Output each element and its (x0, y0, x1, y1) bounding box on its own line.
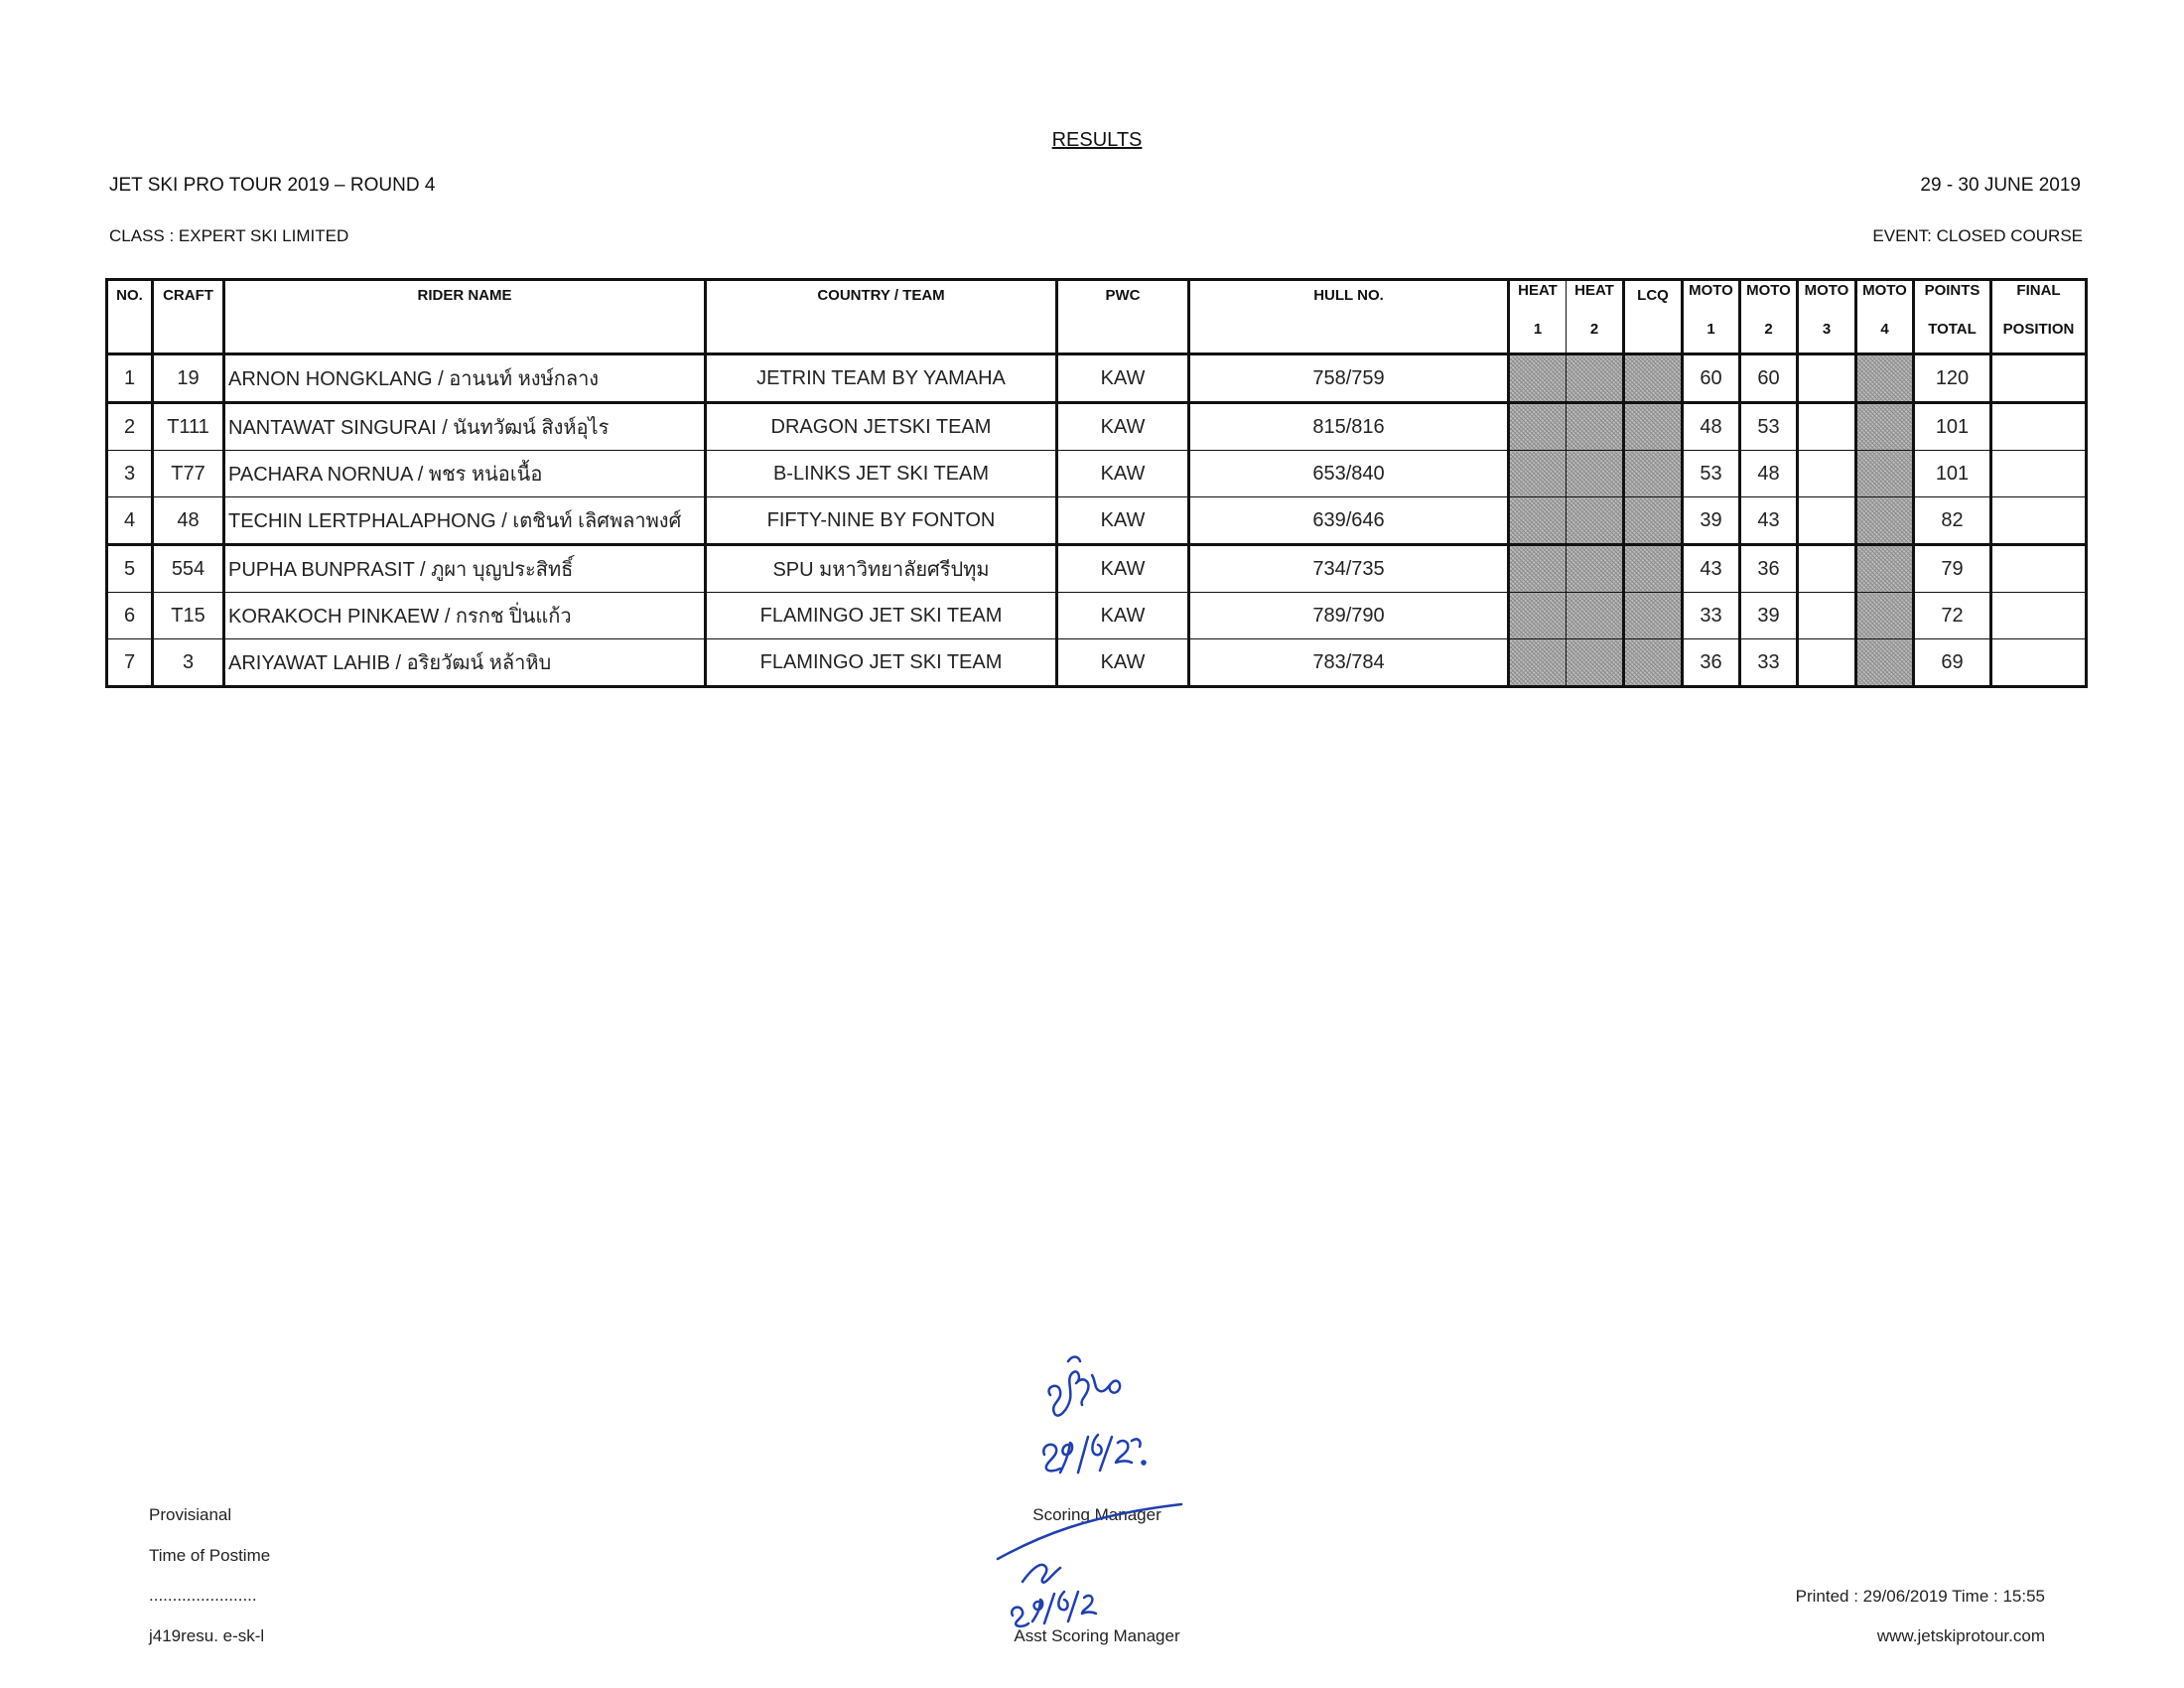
final-position-cell (1991, 545, 2087, 593)
results-table (105, 278, 2088, 688)
heat2-cell (1567, 593, 1624, 639)
craft-cell: T77 (153, 451, 224, 497)
hull-cell: 639/646 (1189, 497, 1509, 545)
table-row (107, 497, 2087, 545)
heat1-cell (1509, 593, 1567, 639)
moto2-cell: 48 (1740, 451, 1798, 497)
pwc-cell: KAW (1057, 497, 1189, 545)
points-total-cell: 82 (1914, 497, 1991, 545)
column-header (107, 280, 153, 354)
moto2-cell: 43 (1740, 497, 1798, 545)
column-header (706, 280, 1057, 354)
event-dates: 29 - 30 JUNE 2019 (1920, 175, 2081, 196)
heat1-cell (1509, 639, 1567, 687)
heat1-cell (1509, 497, 1567, 545)
moto4-cell (1856, 451, 1914, 497)
column-header (1856, 280, 1914, 354)
moto2-cell: 53 (1740, 403, 1798, 451)
column-header-sublabel: POSITION (2002, 321, 2075, 338)
column-header-label: LCQ (1637, 287, 1669, 304)
moto1-cell: 39 (1683, 497, 1740, 545)
event-name: JET SKI PRO TOUR 2019 – ROUND 4 (109, 175, 436, 196)
rider-name-cell: ARIYAWAT LAHIB / อริยวัฒน์ หล้าหิบ (224, 639, 706, 687)
column-header-sublabel: 4 (1880, 321, 1889, 338)
column-header-label: HEAT (1518, 282, 1558, 299)
column-header-label: MOTO (1862, 282, 1907, 299)
team-cell: DRAGON JETSKI TEAM (706, 403, 1057, 451)
column-header-label: HULL NO. (1313, 287, 1384, 304)
postime-blank: ....................... (149, 1586, 257, 1605)
column-header (1740, 280, 1798, 354)
lcq-cell (1624, 497, 1683, 545)
table-row (107, 354, 2087, 403)
pwc-cell: KAW (1057, 593, 1189, 639)
heat2-cell (1567, 451, 1624, 497)
table-row (107, 593, 2087, 639)
no-cell: 3 (107, 451, 153, 497)
hull-cell: 789/790 (1189, 593, 1509, 639)
column-header-label: MOTO (1804, 282, 1849, 299)
column-header-sublabel: 2 (1764, 321, 1773, 338)
moto4-cell (1856, 354, 1914, 403)
scoring-manager-label: Scoring Manager (1032, 1505, 1161, 1524)
class-label: CLASS : EXPERT SKI LIMITED (109, 226, 349, 245)
column-header-label: HEAT (1574, 282, 1614, 299)
rider-name-cell: ARNON HONGKLANG / อานนท์ หงษ์กลาง (224, 354, 706, 403)
heat2-cell (1567, 354, 1624, 403)
page-title: RESULTS (1051, 129, 1143, 151)
lcq-cell (1624, 639, 1683, 687)
asst-scoring-manager-signature (993, 1494, 1191, 1628)
moto1-cell: 43 (1683, 545, 1740, 593)
points-total-cell: 101 (1914, 451, 1991, 497)
column-header (1991, 280, 2087, 354)
table-row (107, 403, 2087, 451)
column-header (1189, 280, 1509, 354)
column-header-label: FINAL (2016, 282, 2061, 299)
heat2-cell (1567, 403, 1624, 451)
pwc-cell: KAW (1057, 451, 1189, 497)
moto4-cell (1856, 639, 1914, 687)
column-header (1914, 280, 1991, 354)
moto2-cell: 60 (1740, 354, 1798, 403)
column-header (153, 280, 224, 354)
lcq-cell (1624, 451, 1683, 497)
moto2-cell: 39 (1740, 593, 1798, 639)
column-header (1057, 280, 1189, 354)
heat1-cell (1509, 451, 1567, 497)
column-header-label: MOTO (1746, 282, 1791, 299)
moto1-cell: 33 (1683, 593, 1740, 639)
moto2-cell: 36 (1740, 545, 1798, 593)
moto4-cell (1856, 497, 1914, 545)
rider-name-cell: PUPHA BUNPRASIT / ภูผา บุญประสิทธิ์ (224, 545, 706, 593)
points-total-cell: 72 (1914, 593, 1991, 639)
rider-name-cell: KORAKOCH PINKAEW / กรกช ปิ่นแก้ว (224, 593, 706, 639)
asst-scoring-manager-label: Asst Scoring Manager (1014, 1626, 1180, 1645)
moto3-cell (1798, 639, 1856, 687)
column-header-sublabel: 2 (1589, 321, 1599, 338)
moto3-cell (1798, 403, 1856, 451)
table-row (107, 451, 2087, 497)
points-total-cell: 101 (1914, 403, 1991, 451)
no-cell: 5 (107, 545, 153, 593)
column-header (224, 280, 706, 354)
lcq-cell (1624, 403, 1683, 451)
column-header-label: PWC (1105, 287, 1141, 304)
column-header-label: NO. (116, 287, 143, 304)
moto3-cell (1798, 545, 1856, 593)
table-row (107, 639, 2087, 687)
team-cell: FIFTY-NINE BY FONTON (706, 497, 1057, 545)
points-total-cell: 120 (1914, 354, 1991, 403)
moto1-cell: 48 (1683, 403, 1740, 451)
team-cell: JETRIN TEAM BY YAMAHA (706, 354, 1057, 403)
rider-name-cell: TECHIN LERTPHALAPHONG / เตชินท์ เลิศพลาพงศ์ (224, 497, 706, 545)
moto3-cell (1798, 354, 1856, 403)
event-type: EVENT: CLOSED COURSE (1872, 226, 2083, 245)
column-header-label: CRAFT (163, 287, 213, 304)
moto4-cell (1856, 403, 1914, 451)
points-total-cell: 69 (1914, 639, 1991, 687)
final-position-cell (1991, 451, 2087, 497)
craft-cell: 3 (153, 639, 224, 687)
no-cell: 2 (107, 403, 153, 451)
hull-cell: 653/840 (1189, 451, 1509, 497)
heat1-cell (1509, 545, 1567, 593)
hull-cell: 758/759 (1189, 354, 1509, 403)
moto1-cell: 60 (1683, 354, 1740, 403)
website: www.jetskiprotour.com (1876, 1626, 2045, 1645)
hull-cell: 815/816 (1189, 403, 1509, 451)
lcq-cell (1624, 593, 1683, 639)
final-position-cell (1991, 403, 2087, 451)
time-of-postime-label: Time of Postime (149, 1546, 271, 1565)
hull-cell: 783/784 (1189, 639, 1509, 687)
no-cell: 6 (107, 593, 153, 639)
heat2-cell (1567, 497, 1624, 545)
rider-name-cell: PACHARA NORNUA / พชร หน่อเนื้อ (224, 451, 706, 497)
heat1-cell (1509, 403, 1567, 451)
column-header-label: POINTS (1924, 282, 1980, 299)
scoring-manager-signature (1032, 1345, 1171, 1494)
final-position-cell (1991, 593, 2087, 639)
column-header-label: RIDER NAME (417, 287, 512, 304)
team-cell: FLAMINGO JET SKI TEAM (706, 639, 1057, 687)
moto3-cell (1798, 497, 1856, 545)
pwc-cell: KAW (1057, 545, 1189, 593)
column-header-sublabel: 1 (1706, 321, 1715, 338)
heat2-cell (1567, 545, 1624, 593)
moto4-cell (1856, 545, 1914, 593)
column-header (1567, 280, 1624, 354)
column-header (1683, 280, 1740, 354)
heat1-cell (1509, 354, 1567, 403)
column-header (1798, 280, 1856, 354)
pwc-cell: KAW (1057, 403, 1189, 451)
file-code: j419resu. e-sk-l (149, 1626, 265, 1645)
moto4-cell (1856, 593, 1914, 639)
column-header-label: COUNTRY / TEAM (817, 287, 945, 304)
pwc-cell: KAW (1057, 639, 1189, 687)
final-position-cell (1991, 497, 2087, 545)
column-header-sublabel: 1 (1533, 321, 1543, 338)
moto2-cell: 33 (1740, 639, 1798, 687)
column-header-sublabel: TOTAL (1928, 321, 1977, 338)
final-position-cell (1991, 354, 2087, 403)
lcq-cell (1624, 354, 1683, 403)
moto1-cell: 53 (1683, 451, 1740, 497)
provisional-label: Provisianal (149, 1505, 232, 1524)
pwc-cell: KAW (1057, 354, 1189, 403)
no-cell: 7 (107, 639, 153, 687)
craft-cell: 554 (153, 545, 224, 593)
points-total-cell: 79 (1914, 545, 1991, 593)
moto3-cell (1798, 451, 1856, 497)
lcq-cell (1624, 545, 1683, 593)
craft-cell: 48 (153, 497, 224, 545)
column-header (1624, 280, 1683, 354)
team-cell: FLAMINGO JET SKI TEAM (706, 593, 1057, 639)
table-header-row (107, 280, 2087, 354)
heat2-cell (1567, 639, 1624, 687)
column-header-label: MOTO (1689, 282, 1733, 299)
moto1-cell: 36 (1683, 639, 1740, 687)
column-header-sublabel: 3 (1822, 321, 1832, 338)
hull-cell: 734/735 (1189, 545, 1509, 593)
column-header (1509, 280, 1567, 354)
craft-cell: 19 (153, 354, 224, 403)
team-cell: SPU มหาวิทยาลัยศรีปทุม (706, 545, 1057, 593)
printed-timestamp: Printed : 29/06/2019 Time : 15:55 (1795, 1587, 2045, 1606)
rider-name-cell: NANTAWAT SINGURAI / นันทวัฒน์ สิงห์อุไร (224, 403, 706, 451)
no-cell: 1 (107, 354, 153, 403)
no-cell: 4 (107, 497, 153, 545)
craft-cell: T15 (153, 593, 224, 639)
table-row (107, 545, 2087, 593)
craft-cell: T111 (153, 403, 224, 451)
final-position-cell (1991, 639, 2087, 687)
moto3-cell (1798, 593, 1856, 639)
team-cell: B-LINKS JET SKI TEAM (706, 451, 1057, 497)
